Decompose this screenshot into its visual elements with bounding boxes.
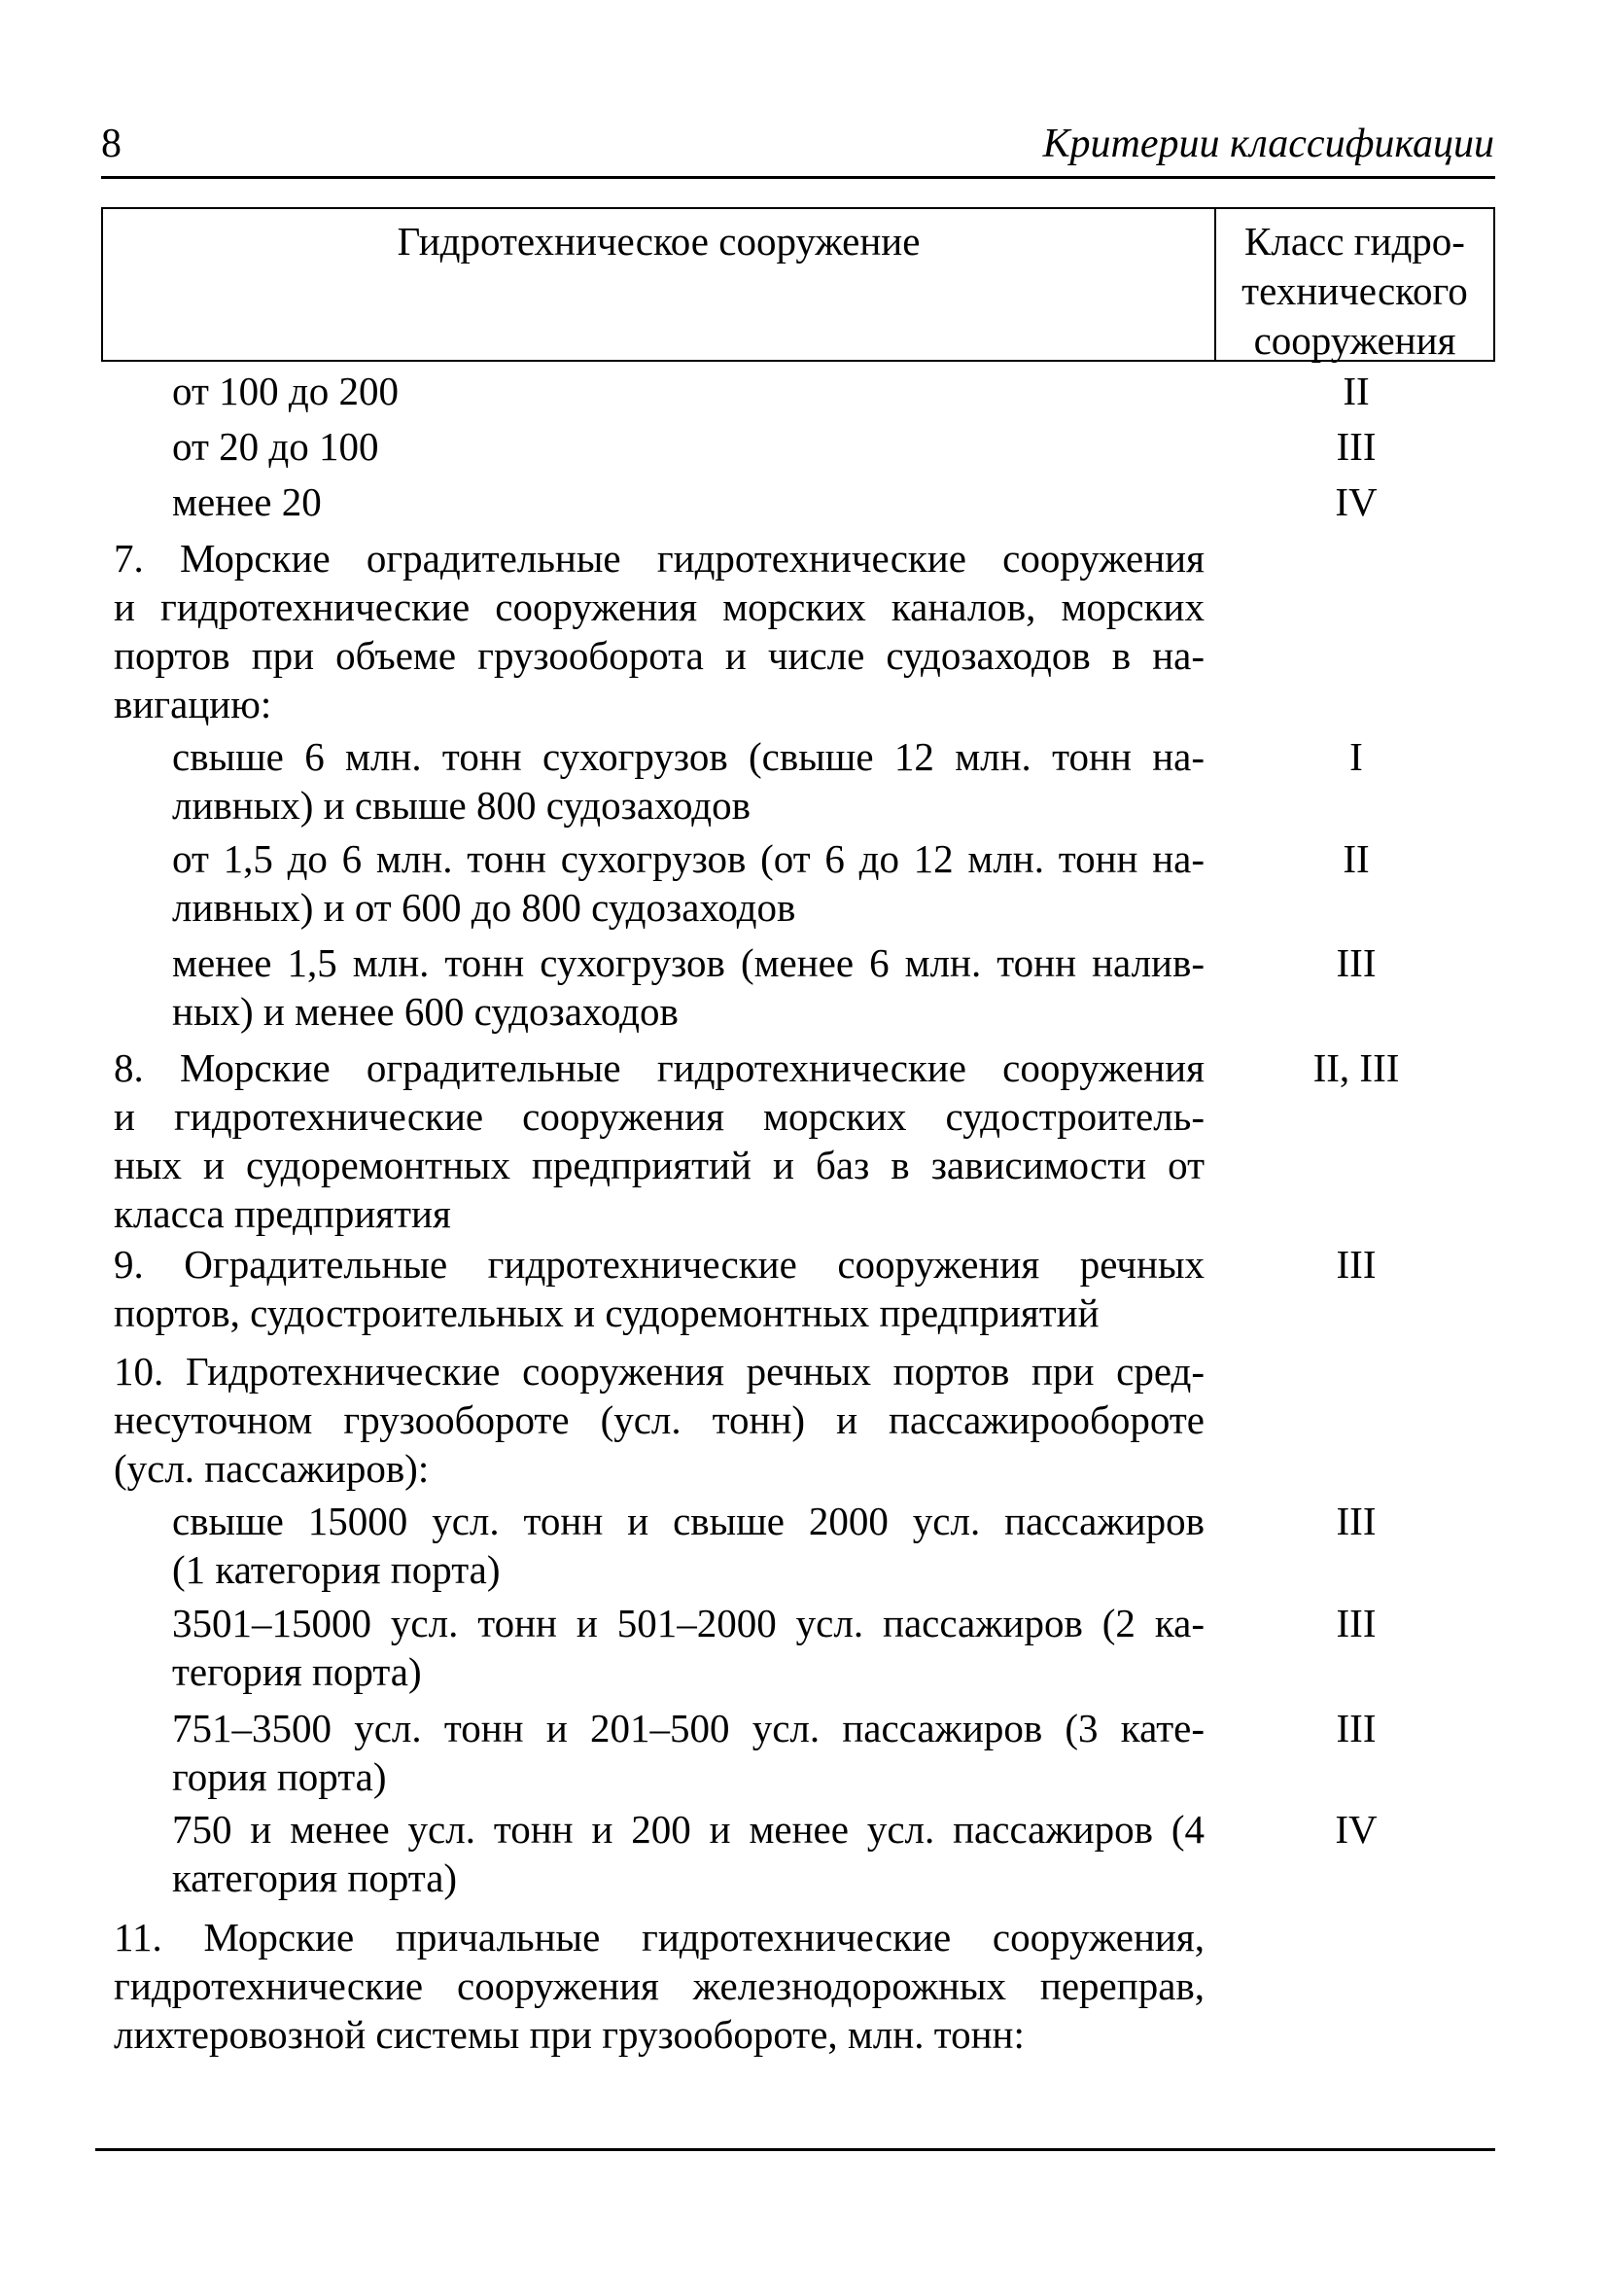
footer-rule [95, 2148, 1495, 2151]
table-row-text [172, 938, 1205, 1036]
text-line: гория порта) [172, 1754, 387, 1799]
text-line: ных) и менее 600 судозаходов [172, 989, 679, 1034]
text-line: тегория порта) [172, 1649, 422, 1694]
column-header-class-line: сооружения [1253, 318, 1456, 363]
text-line: менее 1,5 млн. тонн сухогрузов (менее 6 млн. тонн налив- [172, 940, 1205, 985]
text-line: 10. Гидротехнические сооружения речных портов при сред- [114, 1349, 1205, 1394]
structure-class: I [1349, 734, 1363, 779]
table-row-text [172, 1805, 1205, 1902]
text-line: портов, судостроительных и судоремонтных предприятий [114, 1290, 1100, 1335]
text-line: свыше 6 млн. тонн сухогрузов (свыше 12 млн. тонн на- [172, 734, 1205, 779]
text-line: 3501–15000 усл. тонн и 501–2000 усл. пассажиров (2 ка- [172, 1601, 1205, 1645]
table-row-text [114, 1913, 1205, 2059]
table-row-text [172, 1704, 1205, 1801]
text-line: класса предприятия [114, 1191, 451, 1236]
running-title: Критерии классификации [1042, 122, 1494, 166]
column-header-class [1216, 217, 1493, 366]
text-line: вигацию: [114, 682, 272, 726]
text-line: 9. Оградительные гидротехнические сооружения речных [114, 1242, 1205, 1287]
structure-class: III [1336, 424, 1377, 469]
text-line: (усл. пассажиров): [114, 1446, 430, 1491]
table-row-text [172, 422, 1205, 471]
text-line: лихтеровозной системы при грузообороте, млн. тонн: [114, 2012, 1025, 2057]
text-line: (1 категория порта) [172, 1547, 501, 1592]
text-line: 8. Морские оградительные гидротехнические сооружения [114, 1045, 1205, 1090]
table-header [101, 207, 1495, 362]
structure-class: IV [1335, 479, 1378, 524]
table-row-text [172, 834, 1205, 932]
column-header-structure: Гидротехническое сооружение [397, 219, 921, 264]
structure-class: III [1336, 1242, 1377, 1287]
structure-class: II [1343, 836, 1370, 881]
structure-class: III [1336, 1601, 1377, 1645]
text-line: портов при объеме грузооборота и числе судозаходов в на- [114, 633, 1205, 678]
structure-class: III [1336, 1499, 1377, 1543]
structure-class: IV [1335, 1807, 1378, 1852]
table-row-text [114, 1240, 1205, 1337]
text-line: свыше 15000 усл. тонн и свыше 2000 усл. пассажиров [172, 1499, 1205, 1543]
column-header-class-line: технического [1241, 268, 1468, 313]
table-row-text [172, 477, 1205, 526]
header-rule [101, 176, 1495, 179]
structure-class: II, III [1312, 1045, 1400, 1090]
text-line: ливных) и свыше 800 судозаходов [172, 783, 752, 828]
text-line: и гидротехнические сооружения морских каналов, морских [114, 584, 1205, 629]
text-line: 7. Морские оградительные гидротехнические сооружения [114, 536, 1205, 581]
text-line: от 20 до 100 [172, 424, 379, 469]
text-line: категория порта) [172, 1855, 458, 1900]
table-row-text [114, 1043, 1205, 1238]
text-line: ливных) и от 600 до 800 судозаходов [172, 885, 796, 930]
structure-class: III [1336, 940, 1377, 985]
table-row-text [114, 534, 1205, 728]
text-line: от 100 до 200 [172, 369, 399, 413]
text-line: ных и судоремонтных предприятий и баз в зависимости от [114, 1143, 1205, 1187]
table-row-text [172, 1599, 1205, 1696]
table-row-text [172, 1497, 1205, 1594]
structure-class: III [1336, 1706, 1377, 1750]
table-row-text [172, 732, 1205, 830]
structure-class: II [1343, 369, 1370, 413]
text-line: 751–3500 усл. тонн и 201–500 усл. пассажиров (3 кате- [172, 1706, 1205, 1750]
column-header-class-line: Класс гидро- [1244, 219, 1465, 264]
page-number: 8 [101, 122, 122, 166]
text-line: 11. Морские причальные гидротехнические сооружения, [114, 1915, 1205, 1960]
text-line: гидротехнические сооружения железнодорожных переправ, [114, 1963, 1205, 2008]
text-line: несуточном грузообороте (усл. тонн) и пассажирообороте [114, 1397, 1205, 1442]
table-row-text [172, 367, 1205, 415]
table-row-text [114, 1347, 1205, 1493]
text-line: менее 20 [172, 479, 322, 524]
text-line: и гидротехнические сооружения морских судостроитель- [114, 1094, 1205, 1139]
text-line: 750 и менее усл. тонн и 200 и менее усл. пассажиров (4 [172, 1807, 1205, 1852]
text-line: от 1,5 до 6 млн. тонн сухогрузов (от 6 до 12 млн. тонн на- [172, 836, 1205, 881]
